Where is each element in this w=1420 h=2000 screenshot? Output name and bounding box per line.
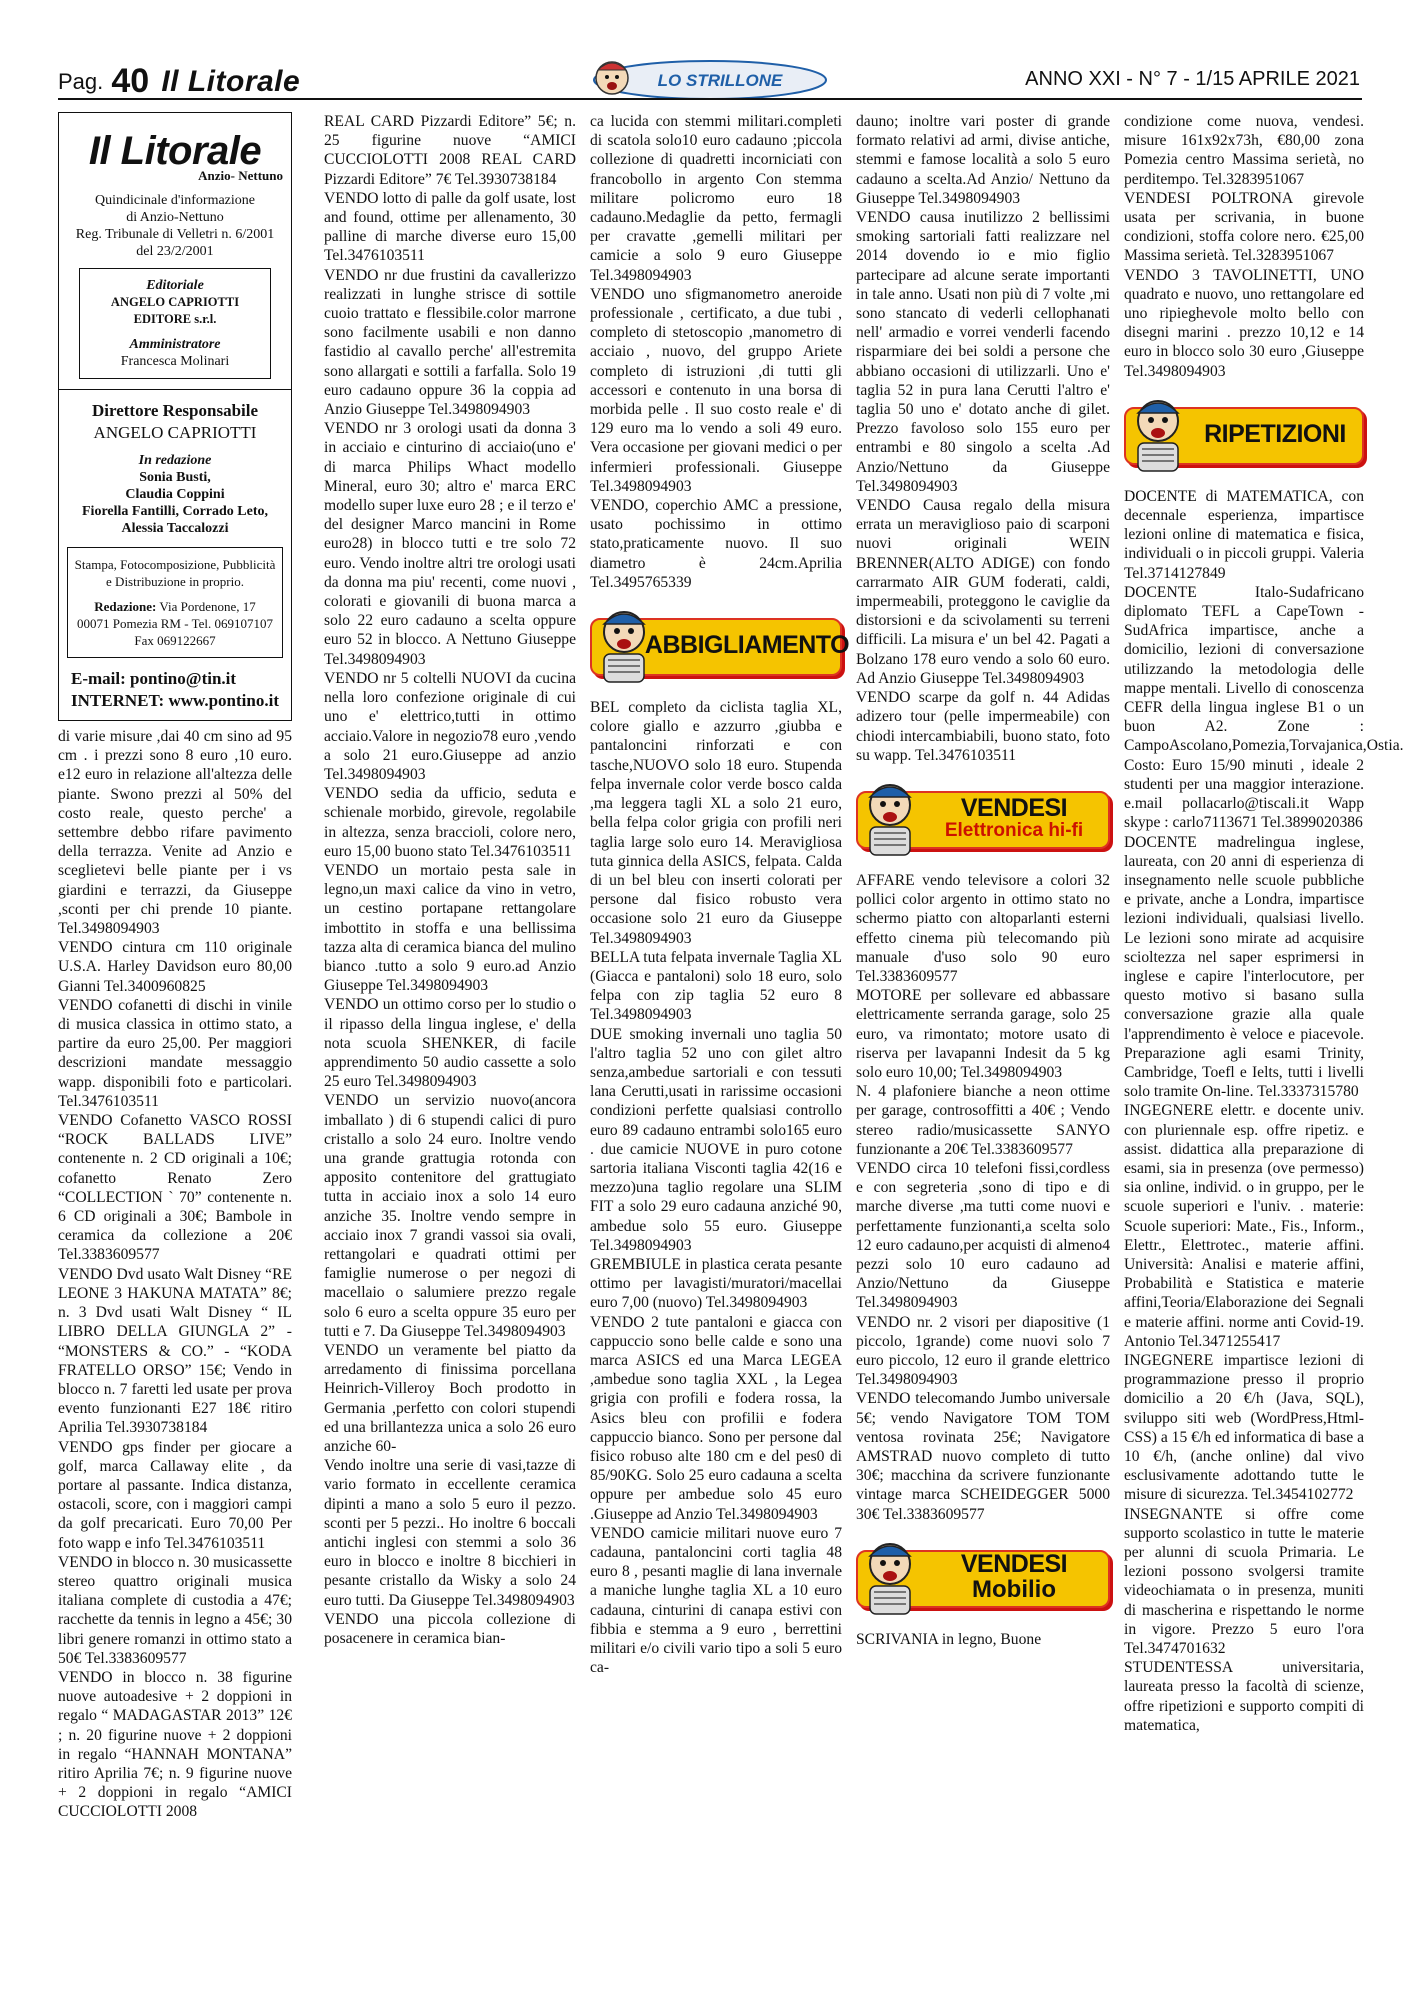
section-title-vendesi-elettronica: VENDESI bbox=[960, 793, 1068, 822]
page-number: 40 bbox=[111, 62, 150, 100]
ads-column-4-bottom bbox=[856, 1630, 1110, 1649]
classified-ad: VENDESI POLTRONA girevole usata per scrivania, in buone condizioni, stoffa colore nero. €25,00 Massima serietà. Tel.3283951067 bbox=[1124, 189, 1364, 265]
classified-ad: VENDO nr due frustini da cavallerizzo realizzati in lunghe strisce di sottile cuoio trattato e flessibile.color marrone sono facilmente usabili e non danno fastidio al cavallo perche' all'estremita sono allargati e sottili a farfalla. Solo 19 euro cadauno oppure 36 la coppia ad Anzio Giuseppe Tel.3498094903 bbox=[324, 266, 576, 419]
header-brand: Il Litorale bbox=[161, 65, 301, 98]
masthead-internet[interactable]: INTERNET: www.pontino.it bbox=[71, 691, 279, 710]
masthead-box bbox=[58, 112, 292, 721]
classified-ad: condizione come nuova, vendesi. misure 161x92x73h, €80,00 zona Pomezia centro Massima serietà, no perditempo. Tel.3283951067 bbox=[1124, 113, 1364, 188]
publisher-box bbox=[79, 268, 271, 379]
classified-ad: VENDO gps finder per giocare a golf, marca Callaway elite , da portare al passante. Indica distanza, ostacoli, score, con i maggiori campi da golf precaricati. Euro 70,00 Per foto wapp e info Tel.3476103511 bbox=[58, 1438, 292, 1552]
classified-ad: VENDO circa 10 telefoni fissi,cordless e con segreteria ,sono di tipo e di marche diverse ,ma tutti come nuovi e perfettamente funzionanti,a scelta solo 12 euro cadauno,per acquisti di almeno4 pezzi solo 10 euro cadauno ad Anzio/Nettuno da Giuseppe Tel.3498094903 bbox=[856, 1159, 1110, 1312]
classified-ad: N. 4 plafoniere bianche a neon ottime per garage, controsoffitti a 40€ ; Vendo stereo radio/musicassette SANYO funzionante a 20€ Tel.3383609577 bbox=[856, 1083, 1110, 1158]
pag-label: Pag. bbox=[58, 69, 104, 94]
page-header-left bbox=[58, 62, 300, 101]
redazione-1: Sonia Busti, bbox=[139, 470, 211, 485]
classified-ad: INGEGNERE elettr. e docente univ. con pluriennale esp. offre ripetiz. e assist. didattica alla preparazione di esami, sia in presenza (ove permesso) sia online, individ. o in gruppo, per le scuole superiori e l'univ. . materie: Scuole superiori: Mate., Fis., Inform., Elettr., Elettrotec., materie affini. Università: Analisi e materie affini, Probabilità e Statistica e materie affini,Teoria/Elaborazione dei Segnali e materie affini. norme anti Covid-19. Antonio Tel.3471255417 bbox=[1124, 1102, 1364, 1350]
redazione-2: Claudia Coppini bbox=[125, 487, 225, 502]
classified-ad: REAL CARD Pizzardi Editore” 5€; n. 25 figurine nuove “AMICI CUCCIOLOTTI 2008 REAL CARD Pizzardi Editore” 7€ Tel.3930738184 bbox=[324, 113, 576, 188]
classified-ad: VENDO nr. 2 visori per diapositive (1 piccolo, 1grande) come nuovi solo 7 euro piccolo, 12 euro il grande elettrico Tel.3498094903 bbox=[856, 1313, 1110, 1389]
classified-ad: VENDO Cofanetto VASCO ROSSI “ROCK BALLADS LIVE” contenente n. 2 CD originali a 10€; cofanetto Renato Zero “COLLECTION ` 70” contenente n. 6 CD originali a 30€; Bambole in ceramica da collezione a 20€ Tel.3383609577 bbox=[58, 1112, 292, 1264]
strillone-mascot-icon bbox=[856, 775, 926, 859]
ads-column-4-top bbox=[856, 112, 1110, 765]
sede-label: Redazione: bbox=[94, 599, 157, 614]
banner-elettronica bbox=[856, 775, 1110, 859]
column-3 bbox=[590, 112, 850, 1988]
section-title-abbigliamento: ABBIGLIAMENTO bbox=[644, 630, 850, 659]
classified-ad: di varie misure ,dai 40 cm sino ad 95 cm . i prezzi sono 8 euro ,10 euro. e12 euro in relazione all'altezza delle piante. Swono prezzi al 50% del costo reale, questo perche' a settembre debbo rifare pavimento della terrazza. Venite ad Anzio e sceglietevi belle piante per i vs giardini e terrazzi, da Giuseppe ,sconti per chi prende 10 piante. Tel.3498094903 bbox=[58, 728, 292, 938]
amministratore-name: Francesca Molinari bbox=[120, 354, 230, 369]
stampa-1: Stampa, Fotocomposizione, Pubblicità bbox=[74, 557, 276, 572]
column-4 bbox=[856, 112, 1110, 1988]
editoriale-name: ANGELO CAPRIOTTI EDITORE s.r.l. bbox=[110, 295, 240, 326]
classified-ad: DUE smoking invernali uno taglia 50 l'altro taglia 52 uno con gilet altro senza,ambedue sartoriali e con tessuti lana Cerutti,usati in rarissime occasioni condizioni perfette qualsiasi controllo euro 89 cadauno entrambi solo165 euro . due camicie NUOVE in puro cotone sartoria italiana Visconti taglia 42(16 e mezzo)una taglio regolare una SLIM FIT a solo 29 euro cadauna anziché 90, ambedue solo 55 euro. Giuseppe Tel.3498094903 bbox=[590, 1025, 842, 1254]
classified-ad: VENDO Dvd usato Walt Disney “RE LEONE 3 HAKUNA MATATA” 8€; n. 3 Dvd usati Walt Disney “ IL LIBRO DELLA GIUNGLA 2” - “MONSTERS & CO.” - “KODA FRATELLO ORSO” 15€; Vendo in blocco n. 7 faretti led usate per prova evento funzionanti E27 18€ ritiro Aprilia Tel.3930738184 bbox=[58, 1265, 292, 1437]
strillone-mascot-icon bbox=[1124, 391, 1194, 475]
masthead-reg-2: del 23/2/2001 bbox=[136, 244, 214, 259]
header-rule bbox=[58, 98, 1362, 100]
redazione-4: Alessia Taccalozzi bbox=[121, 521, 229, 536]
section-title-ripetizioni: RIPETIZIONI bbox=[1204, 419, 1346, 448]
classified-ad: VENDO nr 3 orologi usati da donna 3 in acciaio e cinturino di acciaio(uno e' di marca Philips Whact modello Mineral, euro 30; altro e' marca ERC modello super luxe euro 28 ; e il terzo e' del designer Marco mancini in Rome euro28) in blocco tutti e tre solo 72 euro. Vendo inoltre altri tre orologi usati da donna ma piu' recenti, come nuovi , colorati e giovanili di buona marca a solo 22 euro cadauno a scelta oppure euro 52 in blocco. A Nettuno Giuseppe Tel.3498094903 bbox=[324, 420, 576, 668]
section-subtitle-mobilio: Mobilio bbox=[972, 1576, 1056, 1604]
classified-ad: BELLA tuta felpata invernale Taglia XL (Giacca e pantaloni) solo 18 euro, solo felpa con zip taglia 52 euro 8 Tel.3498094903 bbox=[590, 948, 842, 1024]
column-2 bbox=[324, 112, 576, 1988]
masthead-subtitle: Anzio- Nettuno bbox=[198, 168, 283, 183]
classified-ad: VENDO camicie militari nuove euro 7 cadauna, pantaloncini corti taglia 48 euro 8 , pesanti maglie di lana invernale a maniche lunghe taglia XL a 10 euro cadauna, cinturini di canapa estivi con fibbia e stemma a 9 euro , berrettini militari e/o civili vario tipo a soli 5 euro ca- bbox=[590, 1524, 842, 1677]
classified-ad: VENDO in blocco n. 38 figurine nuove autoadesive + 2 doppioni in regalo “ MADAGASTAR 2013” 12€ ; n. 20 figurine nuove + 2 doppioni in regalo “HANNAH MONTANA” ritiro Aprilia 7€; n. 9 figurine nuove + 2 doppioni in regalo “AMICI CUCCIOLOTTI 2008 bbox=[58, 1668, 292, 1821]
classified-ad: VENDO cintura cm 110 originale U.S.A. Harley Davidson euro 80,00 Gianni Tel.3400960825 bbox=[58, 939, 292, 995]
classified-ad: VENDO un servizio nuovo(ancora imballato ) di 6 stupendi calici di puro cristallo a solo 24 euro. Inoltre vendo una grande grattugia rotonda con apposito contenitore del grattugiato tutta in acciaio inox a solo 14 euro anziche 35. Inoltre vendo sempre in acciaio inox 7 grandi vassoi sia ovali, rettangolari e quadrati ottimi per famiglie numerose o per negozi di macellaio o salumiere prezzo regale solo 6 euro a scelta oppure 35 euro per tutti e 7. Da Giuseppe Tel.3498094903 bbox=[324, 1092, 576, 1340]
section-title-vendesi-mobilio: VENDESI bbox=[960, 1550, 1068, 1579]
classified-ad: AFFARE vendo televisore a colori 32 pollici color argento in ottimo stato no schermo piatto con altoparlanti esterni effetto cinema più telecomando più manuale d'uso solo 90 euro Tel.3383609577 bbox=[856, 871, 1110, 985]
ads-column-5-top bbox=[1124, 112, 1364, 381]
masthead-desc-1: Quindicinale d'informazione bbox=[95, 193, 255, 208]
banner-ripetizioni bbox=[1124, 391, 1364, 475]
stampa-box bbox=[67, 547, 283, 658]
direttore-name: ANGELO CAPRIOTTI bbox=[93, 423, 257, 442]
classified-ad: DOCENTE Italo-Sudafricano diplomato TEFL a CapeTown - SudAfrica impartisce, anche a domicilio, lezioni di conversazione utilizzando la metodologia delle mappe mentali. Livello di conoscenza CEFR della lingua inglese B1 o un buon A2. Zone : CampoAscolano,Pomezia,Torvajanica,Ostia. Costo: Euro 15/90 minuti , ideale 2 studenti per una maggior interazione. e.mail pollacarlo@tiscali.it Wapp skype : carlo7113671 Tel.3899020386 bbox=[1124, 583, 1404, 832]
classified-ad: INSEGNANTE si offre come supporto scolastico in tutte le materie per alunni di scuola Primaria. Le lezioni possono svolgersi tramite videochiamata o in presenza, muniti di mascherina e rispettando le norme in vigore. Prezzo 5 euro l'ora Tel.3474701632 bbox=[1124, 1505, 1364, 1658]
column-1 bbox=[58, 112, 292, 1988]
sede-1: Via Pordenone, 17 bbox=[159, 599, 256, 614]
classified-ad: GREMBIULE in plastica cerata pesante ottimo per lavagisti/muratori/macellai euro 7,00 (nuovo) Tel.3498094903 bbox=[590, 1255, 842, 1312]
classified-ad: VENDO telecomando Jumbo universale 5€; vendo Navigatore TOM TOM ventosa rovinata 25€; Navigatore AMSTRAD nuovo completo di tutto 30€; macchina da scrivere funzionante vintage marca SCHEIDEGGER 5000 30€ Tel.3383609577 bbox=[856, 1390, 1110, 1523]
masthead-title: Il Litorale bbox=[88, 129, 262, 173]
strillone-mascot-icon bbox=[856, 1534, 926, 1618]
classified-ad: VENDO 2 tute pantaloni e giacca con cappuccio sono belle calde e sono una marca ASICS ed una Marca LEGEA ,ambedue sono taglia XXL , la Legea grigia con profili e fodera rossa, la Asics bleu con profilii e fodera cappuccio bianco. Sono per persone dal fisico robuso alte 180 cm e del pes0 di 85/90KG. Solo 25 euro cadauna a scelta oppure per ambedue solo 45 euro .Giuseppe ad Anzio Tel.3498094903 bbox=[590, 1313, 842, 1523]
editoriale-label: Editoriale bbox=[146, 278, 204, 293]
ads-column-2 bbox=[324, 112, 576, 1648]
classified-ad: ca lucida con stemmi militari.completi di scatola solo10 euro cadauno ;piccola collezione di quadretti incorniciati con francobollo in argento Con stemma militare policromo euro 18 cadauno.Medaglie da petto, fermagli per cravatte ,gemelli militari per camicie a solo 9 euro Giuseppe Tel.3498094903 bbox=[590, 113, 842, 284]
classified-ad: VENDO, coperchio AMC a pressione, usato pochissimo in ottimo stato,praticamente nuovo. Il suo diametro è 24cm.Aprilia Tel.3495765339 bbox=[590, 497, 842, 591]
ads-column-1 bbox=[58, 727, 292, 1822]
banner-mobilio bbox=[856, 1534, 1110, 1618]
classified-ad: INGEGNERE impartisce lezioni di programmazione presso il proprio domicilio a 20 €/h (Java, SQL), sviluppo siti web (WordPress,Html-CSS) a 15 €/h ed informatica di base a 10 €/h, (anche online) dal vivo esclusivamente adottando tutte le misure di sicurezza. Tel.3454102772 bbox=[1124, 1351, 1364, 1504]
classified-ad: VENDO un veramente bel piatto da arredamento di finissima porcellana Heinrich-Villeroy Boch prodotto in Germania ,perfetto con colori stupendi ed una brillantezza unica a solo 26 euro anziche 60- bbox=[324, 1342, 576, 1456]
classified-ad: VENDO sedia da ufficio, seduta e schienale morbido, girevole, regolabile in altezza, senza braccioli, colore nero, euro 15,00 buono stato Tel.3476103511 bbox=[324, 785, 576, 860]
section-subtitle-elettronica: Elettronica hi-fi bbox=[944, 820, 1084, 842]
classified-ad: VENDO cofanetti di dischi in vinile di musica classica in ottimo stato, a partire da euro 25,00. Per maggiori descrizioni mandate messaggio wapp. disponibili foto e particolari. Tel.3476103511 bbox=[58, 996, 292, 1110]
ads-column-5-bottom bbox=[1124, 487, 1404, 1735]
redazione-3: Fiorella Fantilli, Corrado Leto, bbox=[82, 504, 268, 519]
classified-ad: VENDO un ottimo corso per lo studio o il ripasso della lingua inglese, e' della nota scuola SHENKER, di facile apprendimento 50 audio cassette a solo 25 euro Tel.3498094903 bbox=[324, 996, 576, 1091]
sede-3: Fax 069122667 bbox=[134, 633, 216, 648]
ads-column-3-bottom bbox=[590, 698, 842, 1677]
classified-ad: VENDO scarpe da golf n. 44 Adidas adizero tour (pelle impermeabile) con chiodi intercambiabili, buono stato, foto su wapp. Tel.3476103511 bbox=[856, 689, 1110, 764]
classified-ad: VENDO una piccola collezione di posacenere in ceramica bian- bbox=[324, 1610, 576, 1648]
classified-ad: VENDO causa inutilizzo 2 bellissimi smoking sartoriali fatti realizzare nel 2014 dovendo io e mio figlio partecipare ad alcune serate importanti in tale anno. Usati non più di 7 volte ,mi sono stancato di vederli cellophanati nell' armadio e vorrei venderli facendo risparmiare dei bei soldi a persone che abbiano occasioni di utilizzarli. Uno e' taglia 52 in pura lana Cerutti l'altro e' taglia 50 uno e' dotato anche di gilet. Prezzo favoloso solo 155 euro per entrambi e 80 singolo a scelta .Ad Anzio/Nettuno da Giuseppe Tel.3498094903 bbox=[856, 209, 1110, 495]
classified-ad: VENDO un mortaio pesta sale in legno,un maxi calice da vino in vetro, un cestino portapane rettangolare imbottito in stoffa e una bellissima tazza alta di ceramica bianca del mulino bianco .tutto a solo 9 euro.ad Anzio Giuseppe Tel.3498094903 bbox=[324, 861, 576, 995]
classified-ad: MOTORE per sollevare ed abbassare elettricamente serranda garage, solo 25 euro, va rimontato; motore usato di riserva per lavapanni Indesit da 5 kg solo euro 10,00; Tel.3498094903 bbox=[856, 987, 1110, 1081]
classified-ad: VENDO 3 TAVOLINETTI, UNO quadrato e nuovo, uno rettangolare ed uno ripieghevole molto bello con disegni marini . prezzo 10,12 e 14 euro in blocco solo 30 euro ,Giuseppe Tel.3498094903 bbox=[1124, 266, 1364, 380]
masthead-email[interactable]: E-mail: pontino@tin.it bbox=[71, 669, 237, 688]
redazione-label: In redazione bbox=[138, 453, 212, 468]
classified-ad: DOCENTE di MATEMATICA, con decennale esperienza, impartisce lezioni online di matematica e fisica, individuali o in piccoli gruppi. Valeria Tel.3714127849 bbox=[1124, 487, 1364, 582]
logo-text: LO STRILLONE bbox=[657, 71, 783, 90]
sede-2: 00071 Pomezia RM - Tel. 069107107 bbox=[76, 616, 273, 631]
classified-ad: VENDO Causa regalo della misura errata un meraviglioso paio di scarponi nuovi originali WEIN BRENNER(ALTO ADIGE) con fondo carrarmato AIR GUM foderati, caldi, impermeabili, proteggono le caviglie da distorsioni e da scivolamenti su terreni difficili. La misura e' un bel 42. Pagati a Bolzano 178 euro vendo a solo 60 euro. Ad Anzio Giuseppe Tel.3498094903 bbox=[856, 497, 1110, 687]
banner-abbigliamento bbox=[590, 602, 850, 686]
ads-column-4-mid bbox=[856, 871, 1110, 1524]
masthead-desc-2: di Anzio-Nettuno bbox=[126, 210, 224, 225]
masthead-reg-1: Reg. Tribunale di Velletri n. 6/2001 bbox=[75, 227, 275, 242]
issue-info: ANNO XXI - N° 7 - 1/15 APRILE 2021 bbox=[1025, 68, 1360, 90]
amministratore-label: Amministratore bbox=[129, 337, 221, 352]
stampa-2: e Distribuzione in proprio. bbox=[106, 574, 244, 589]
ads-column-3-top bbox=[590, 112, 842, 592]
classified-ad: VENDO lotto di palle da golf usate, lost and found, ottime per allenamento, 30 palline di marche diverse euro 15,00 Tel.3476103511 bbox=[324, 189, 576, 265]
classified-ad: VENDO nr 5 coltelli NUOVI da cucina nella loro confezione originale di cui uno e' elettrico,tutti in ottimo acciaio.Valore in negozio78 euro ,vendo a solo 21 euro.Giuseppe ad anzio Tel.3498094903 bbox=[324, 669, 576, 783]
column-5 bbox=[1124, 112, 1404, 1988]
classified-ad: VENDO in blocco n. 30 musicassette stereo quattro originali musica italiana complete di custodia a 47€; racchette da tennis in legno a 45€; 30 libri genere romanzi in ottimo stato a 50€ Tel.3383609577 bbox=[58, 1553, 292, 1667]
lo-strillone-logo bbox=[590, 56, 830, 102]
classified-ad: BEL completo da ciclista taglia XL, colore giallo e azzurro ,giubba e pantaloncini rinforzati e con tasche,NUOVO solo 18 euro. Stupenda felpa invernale color verde bosco calda ,ma leggera tagli XL a solo 21 euro, bella felpa color grigia con profili neri taglia large solo euro 14. Meravigliosa tuta ginnica della ASICS, felpata. Calda di un bel bleu con inserti colorati per persone dal fisico robusto vera occasione solo 21 euro da Giuseppe Tel.3498094903 bbox=[590, 699, 842, 947]
direttore-label: Direttore Responsabile bbox=[91, 401, 259, 420]
classified-ad: Vendo inoltre una serie di vasi,tazze di vario formato in eccellente ceramica dipinti a mano a solo 5 euro il pezzo. sconti per 5 pezzi.. Ho inoltre 6 boccali antichi inglesi con stemmi a solo 36 euro in blocco e inoltre 8 bicchieri in pesante cristallo da Wisky a solo 24 euro tutti. Da Giuseppe Tel.3498094903 bbox=[324, 1457, 576, 1609]
classified-ad: SCRIVANIA in legno, Buone bbox=[856, 1630, 1042, 1648]
classified-ad: VENDO uno sfigmanometro aneroide professionale , certificato, a due tubi , completo di stetoscopio ,manometro di acciaio , nuovo, del gruppo Ariete completo di istruzioni ,di tutti gli accessori e contenuto in una borsa di morbida pelle . Il suo costo reale e' di 129 euro ma lo vendo a soli 49 euro. Vera occasione per giovani medici o per infermieri professionali. Giuseppe Tel.3498094903 bbox=[590, 285, 842, 495]
classified-ad: dauno; inoltre vari poster di grande formato relativi ad armi, divise antiche, stemmi e famose località a solo 5 euro cadauno a scelta.Ad Anzio/ Nettuno da Giuseppe Tel.3498094903 bbox=[856, 113, 1110, 207]
classified-ad: STUDENTESSA universitaria, laureata presso la facoltà di scienze, offre ripetizioni e supporto compiti di matematica, bbox=[1124, 1659, 1364, 1734]
classified-ad: DOCENTE madrelingua inglese, laureata, con 20 anni di esperienza di insegnamento nelle scuole pubbliche e private, anche a Londra, impartisce lezioni individuali, qualsiasi livello. Le lezioni sono mirate ad acquisire scioltezza nel saper esprimersi in inglese e capire l'interlocutore, per questo motivo si basano sulla conversazione grazie alla quale l'apprendimento è veloce e piacevole. Preparazione agli esami Trinity, Cambridge, Toefl e Ielts, tutti i livelli solo tramite On-line. Tel.3337315780 bbox=[1124, 833, 1364, 1101]
